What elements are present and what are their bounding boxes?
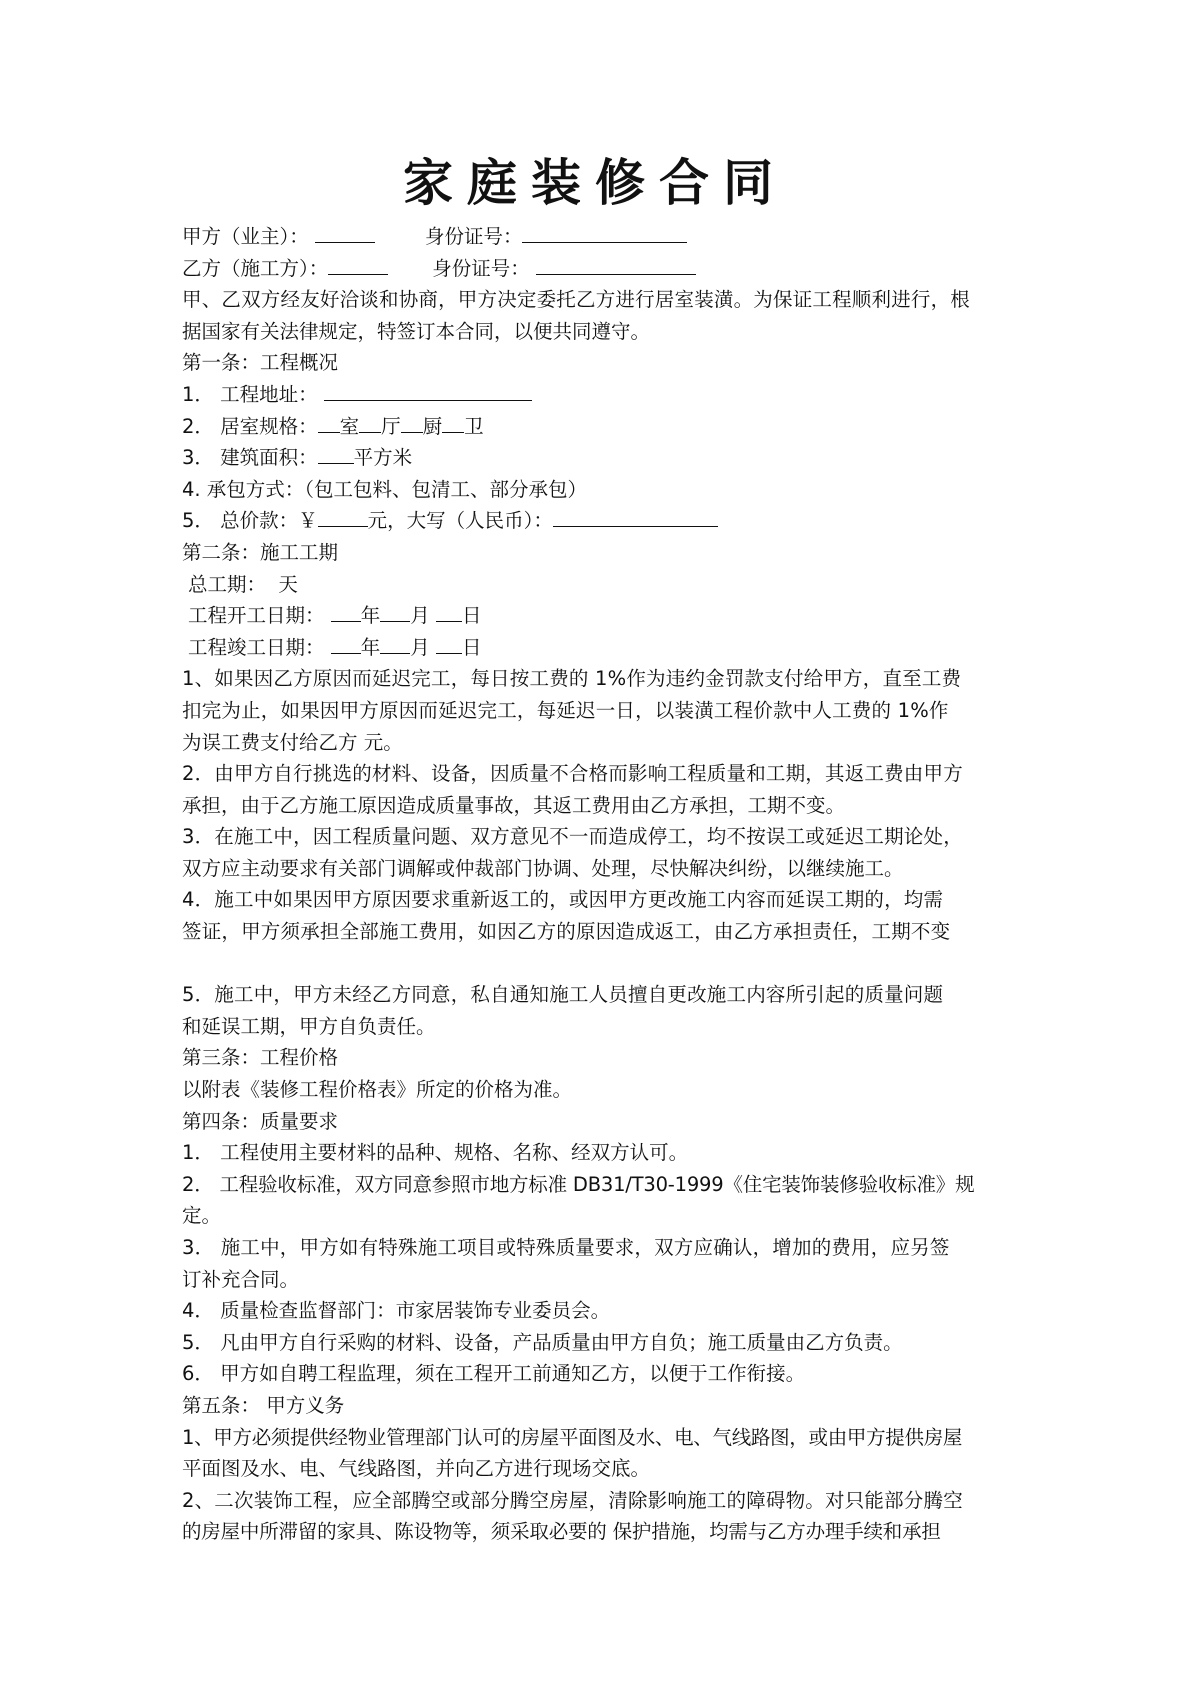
party-a-label: 甲方（业主）： bbox=[182, 225, 309, 248]
party-b-line bbox=[182, 253, 1020, 285]
paragraph-line: 扣完为止，如果因甲方原因而延迟完工，每延迟一日，以装潢工程价款中人工费的 1%作 bbox=[182, 698, 949, 722]
year-unit: 年 bbox=[360, 604, 381, 628]
total-price-line bbox=[182, 505, 1020, 537]
month-unit: 月 bbox=[410, 604, 430, 628]
price-words-blank bbox=[553, 506, 718, 527]
hall-unit: 厅 bbox=[381, 414, 401, 438]
party-a-id-label: 身份证号： bbox=[424, 225, 523, 248]
party-b-id-blank bbox=[536, 254, 696, 275]
project-address-blank bbox=[324, 380, 532, 401]
year-unit: 年 bbox=[360, 635, 381, 659]
paragraph-line: 的房屋中所滞留的家具、陈设物等，须采取必要的 保护措施，均需与乙方办理手续和承担 bbox=[182, 1520, 941, 1544]
paragraph-line: 订补充合同。 bbox=[182, 1267, 300, 1291]
total-period-line: 总工期： 天 bbox=[188, 572, 298, 596]
blank bbox=[359, 412, 381, 433]
project-address-label: 1． 工程地址： bbox=[182, 382, 318, 406]
paragraph-line: 双方应主动要求有关部门调解或仲裁部门协调、处理，尽快解决纠纷，以继续施工。 bbox=[182, 856, 904, 880]
blank bbox=[318, 412, 340, 433]
paragraph-line: 4． 质量检查监督部门：市家居装饰专业委员会。 bbox=[182, 1299, 611, 1323]
party-a-id-blank bbox=[522, 222, 687, 243]
article-5-heading: 第五条： 甲方义务 bbox=[182, 1393, 345, 1417]
page-title: 家庭装修合同 bbox=[403, 154, 787, 212]
blank bbox=[318, 443, 354, 464]
article-2-heading: 第二条：施工工期 bbox=[182, 540, 339, 564]
price-unit: 元，大写（人民币）： bbox=[367, 509, 553, 533]
paragraph-line: 5．施工中，甲方未经乙方同意，私自通知施工人员擅自更改施工内容所引起的质量问题 bbox=[182, 983, 944, 1007]
room-unit: 室 bbox=[339, 414, 360, 438]
start-date-line bbox=[182, 600, 1020, 632]
party-a-name-blank bbox=[315, 222, 375, 243]
paragraph-line: 和延误工期，甲方自负责任。 bbox=[182, 1014, 436, 1038]
project-address-line bbox=[182, 379, 1020, 411]
blank bbox=[380, 633, 410, 654]
contract-mode-line: 4. 承包方式：（包工包料、包清工、部分承包） bbox=[182, 477, 588, 501]
blank bbox=[436, 633, 462, 654]
contract-body bbox=[182, 221, 1020, 1548]
blank bbox=[331, 633, 361, 654]
paragraph-line: 1、如果因乙方原因而延迟完工，每日按工费的 1%作为违约金罚款支付给甲方，直至工费 bbox=[182, 667, 962, 691]
paragraph-line: 定。 bbox=[182, 1204, 222, 1228]
end-date-label: 工程竣工日期： bbox=[188, 635, 325, 659]
area-unit: 平方米 bbox=[353, 446, 413, 470]
paragraph-line: 2． 工程验收标准，双方同意参照市地方标准 DB31/T30-1999《住宅装饰装修验收标准》规 bbox=[182, 1172, 975, 1196]
bath-unit: 卫 bbox=[464, 414, 484, 438]
paragraph-line: 3．在施工中，因工程质量问题、双方意见不一而造成停工，均不按误工或延迟工期论处， bbox=[182, 825, 963, 849]
paragraph-line: 为误工费支付给乙方 元。 bbox=[182, 730, 403, 754]
paragraph-line: 承担，由于乙方施工原因造成质量事故，其返工费用由乙方承担，工期不变。 bbox=[182, 793, 846, 817]
paragraph-line: 5． 凡由甲方自行采购的材料、设备，产品质量由甲方自负；施工质量由乙方负责。 bbox=[182, 1330, 903, 1354]
day-unit: 日 bbox=[461, 604, 482, 628]
blank bbox=[331, 601, 361, 622]
start-date-label: 工程开工日期： bbox=[188, 604, 325, 628]
paragraph-line: 6． 甲方如自聘工程监理，须在工程开工前通知乙方，以便于工作衔接。 bbox=[182, 1362, 806, 1386]
kitchen-unit: 厨 bbox=[422, 414, 443, 438]
paragraph-line: 3． 施工中，甲方如有特殊施工项目或特殊质量要求，双方应确认，增加的费用，应另签 bbox=[182, 1236, 950, 1259]
party-b-id-label: 身份证号： bbox=[432, 256, 530, 280]
room-layout-label: 2． 居室规格： bbox=[182, 414, 318, 438]
day-unit: 日 bbox=[461, 635, 482, 659]
intro-line: 甲、乙双方经友好洽谈和协商，甲方决定委托乙方进行居室装潢。为保证工程顺利进行，根 bbox=[182, 288, 971, 312]
paragraph-line: 签证，甲方须承担全部施工费用，如因乙方的原因造成返工，由乙方承担责任，工期不变 bbox=[182, 920, 951, 944]
paragraph-line: 以附表《装修工程价格表》所定的价格为准。 bbox=[182, 1078, 573, 1102]
total-price-label: 5． 总价款：￥ bbox=[182, 509, 318, 533]
building-area-line bbox=[182, 442, 1020, 474]
article-1-heading: 第一条：工程概况 bbox=[182, 351, 339, 375]
blank bbox=[318, 506, 368, 527]
blank bbox=[401, 412, 423, 433]
blank bbox=[436, 601, 462, 622]
intro-line: 据国家有关法律规定，特签订本合同，以便共同遵守。 bbox=[182, 319, 651, 343]
blank bbox=[442, 412, 464, 433]
paragraph-line: 1． 工程使用主要材料的品种、规格、名称、经双方认可。 bbox=[182, 1141, 689, 1165]
building-area-label: 3． 建筑面积： bbox=[182, 446, 318, 470]
paragraph-line: 4．施工中如果因甲方原因要求重新返工的，或因甲方更改施工内容而延误工期的，均需 bbox=[182, 888, 944, 912]
end-date-line bbox=[182, 632, 1020, 664]
paragraph-line: 1、甲方必须提供经物业管理部门认可的房屋平面图及水、电、气线路图，或由甲方提供房屋 bbox=[182, 1425, 963, 1449]
party-b-label: 乙方（施工方）： bbox=[182, 256, 329, 280]
paragraph-line: 2．由甲方自行挑选的材料、设备，因质量不合格而影响工程质量和工期，其返工费由甲方 bbox=[182, 762, 963, 786]
month-unit: 月 bbox=[410, 635, 430, 659]
blank bbox=[380, 601, 410, 622]
empty-line bbox=[182, 948, 1020, 980]
paragraph-line: 2、二次装饰工程，应全部腾空或部分腾空房屋，清除影响施工的障碍物。对只能部分腾空 bbox=[182, 1488, 963, 1512]
room-layout-line bbox=[182, 411, 1020, 443]
party-a-line bbox=[182, 221, 1020, 253]
party-b-name-blank bbox=[328, 254, 388, 275]
article-4-heading: 第四条：质量要求 bbox=[182, 1109, 339, 1133]
article-3-heading: 第三条：工程价格 bbox=[182, 1046, 339, 1070]
paragraph-line: 平面图及水、电、气线路图，并向乙方进行现场交底。 bbox=[182, 1457, 651, 1481]
